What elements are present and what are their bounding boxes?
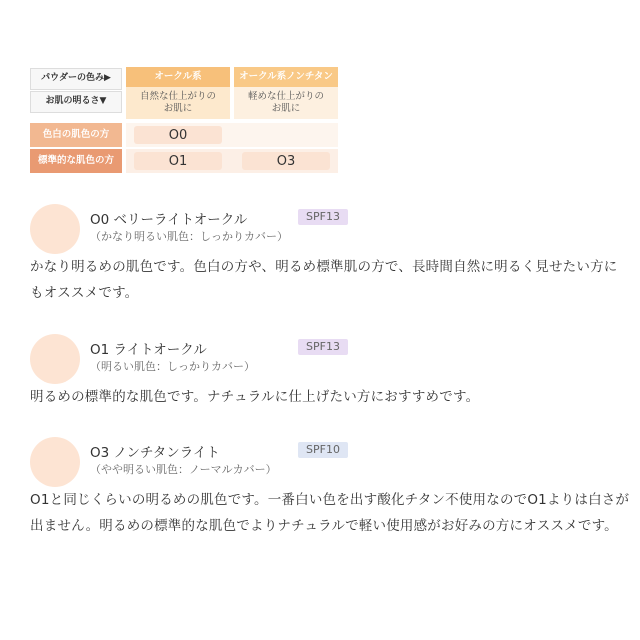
spf-badge: SPF13: [298, 339, 348, 355]
column-ochre: [126, 67, 230, 119]
product-name: O1 ライトオークル: [90, 342, 207, 358]
color-swatch: [30, 334, 80, 384]
product-coverage: （かなり明るい肌色：しっかりカバー）: [90, 230, 288, 243]
column-non-titanium: [234, 67, 338, 119]
column-non-titanium-title: オークル系ノンチタン: [234, 67, 338, 87]
product-description: 明るめの標準的な肌色です。ナチュラルに仕上げたい方におすすめです。: [30, 389, 480, 405]
product-description: O1と同じくらいの明るめの肌色です。一番白い色を出す酸化チタン不使用なのでO1よりは白さが出ません。明るめの標準的な肌色でよりナチュラルで軽い使用感がお好みの方にオススメです。: [30, 492, 630, 534]
spf-badge: SPF10: [298, 442, 348, 458]
product-coverage: （やや明るい肌色：ノーマルカバー）: [90, 463, 277, 476]
shade-chip-o3: O3: [242, 152, 330, 170]
spf-badge: SPF13: [298, 209, 348, 225]
column-ochre-title: オークル系: [126, 67, 230, 87]
column-ochre-desc: 自然な仕上がりの お肌に: [139, 90, 216, 114]
product-name: O0 ベリーライトオークル: [90, 212, 248, 228]
color-swatch: [30, 204, 80, 254]
column-non-titanium-desc: 軽めな仕上がりの お肌に: [247, 90, 324, 114]
shade-chip-o0: O0: [134, 126, 222, 144]
row-header-brightness: お肌の明るさ▼: [30, 91, 122, 113]
row-label-standard: 標準的な肌色の方: [30, 149, 122, 173]
product-coverage: （明るい肌色：しっかりカバー）: [90, 360, 255, 373]
shade-table: [30, 67, 340, 177]
row-label-fair: 色白の肌色の方: [30, 123, 122, 147]
product-name: O3 ノンチタンライト: [90, 445, 220, 461]
row-header-color: パウダーの色み▶: [30, 68, 122, 90]
shade-chip-o1: O1: [134, 152, 222, 170]
color-swatch: [30, 437, 80, 487]
product-description: かなり明るめの肌色です。色白の方や、明るめ標準肌の方で、長時間自然に明るく見せたい方にもオススメです。: [30, 259, 618, 301]
